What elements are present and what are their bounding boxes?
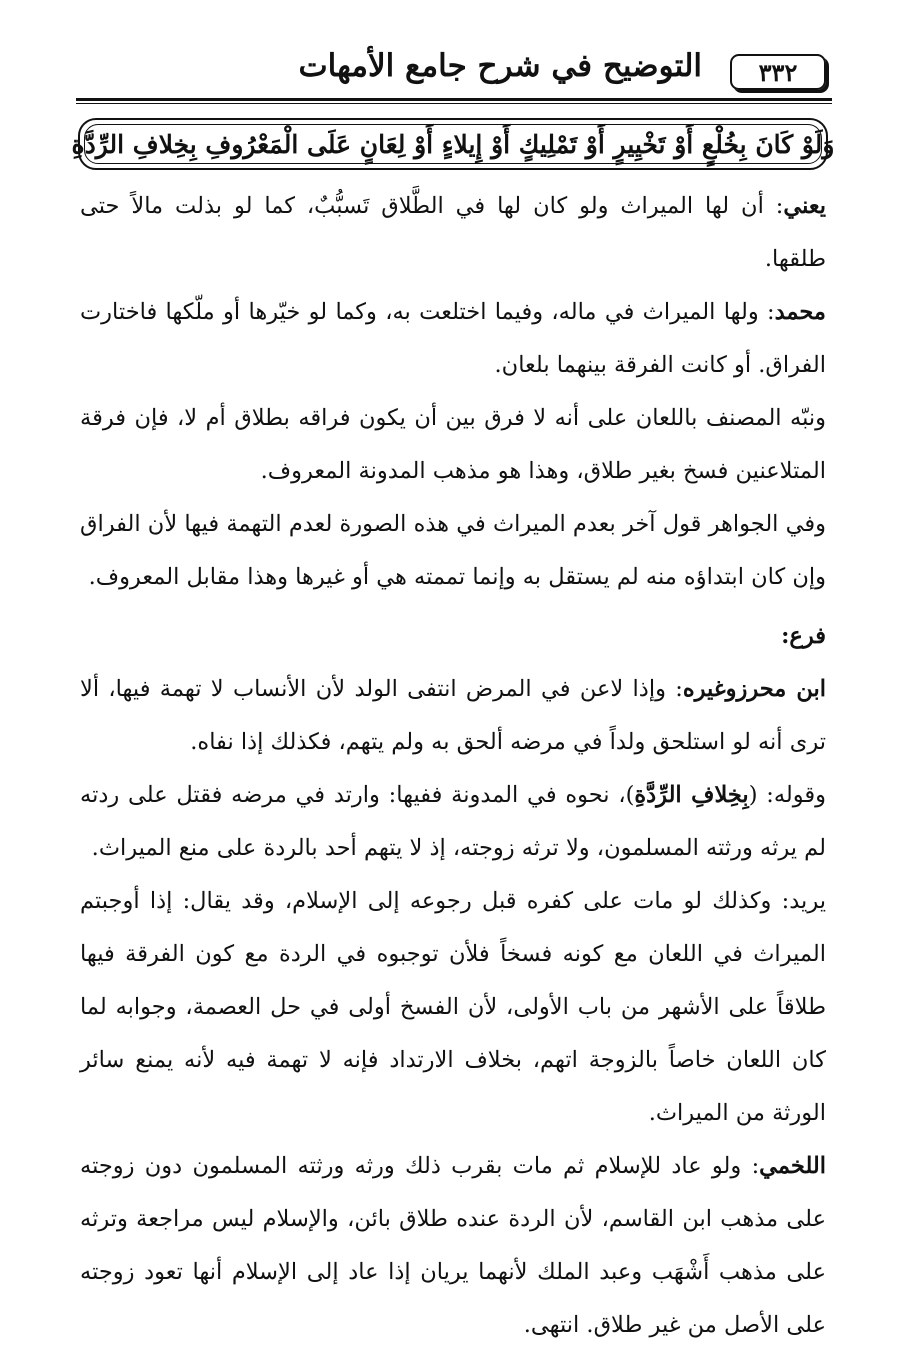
paragraph-text: : وإذا لاعن في المرض انتفى الولد لأن الأنساب لا تهمة فيها، ألا ترى أنه لو استلحق ولداً في مرضه ألحق به ولم يتهم، فكذلك إذا نفاه. bbox=[80, 676, 826, 755]
paragraph bbox=[80, 1140, 826, 1352]
matn-verse-box bbox=[71, 118, 835, 170]
quote-before: وقوله: ( bbox=[748, 782, 826, 808]
quoted-phrase: بِخِلافِ الرِّدَّةِ bbox=[634, 782, 749, 808]
running-title: التوضيح في شرح جامع الأمهات bbox=[298, 48, 702, 84]
header-rule bbox=[76, 98, 832, 101]
paragraph bbox=[80, 498, 826, 604]
paragraph bbox=[80, 875, 826, 1140]
page-number: ٣٣٢ bbox=[730, 54, 826, 90]
paragraph-text: : ولو عاد للإسلام ثم مات بقرب ذلك ورثه ورثته المسلمون دون زوجته على مذهب ابن القاسم، لأن الردة عنده طلاق بائن، والإسلام ليس مراجعة وترثه على مذهب أَشْهَب وعبد الملك لأنهما يريان إذا عاد إلى الإسلام أنها تعود زوجته على الأصل من غير طلاق. انتهى. bbox=[80, 1153, 826, 1338]
paragraph-text: : ولها الميراث في ماله، وفيما اختلعت به، وكما لو خيّرها أو ملّكها فاختارت الفراق. أو كانت الفرقة بينهما بلعان. bbox=[80, 299, 826, 378]
header-rule-thin bbox=[76, 103, 832, 104]
paragraph-lead: يعني bbox=[783, 193, 826, 219]
paragraph bbox=[80, 180, 826, 286]
matn-verse-text: وَلَوْ كَانَ بِخُلْعٍ أَوْ تَخْيِيرٍ أَوْ تَمْلِيكٍ أَوْ إِيلاءٍ أَوْ لِعَانٍ عَلَى الْمَعْرُوفِ بِخِلافِ الرِّدَّةِ bbox=[71, 129, 835, 159]
paragraph-text: وفي الجواهر قول آخر بعدم الميراث في هذه الصورة لعدم التهمة فيها لأن الفراق وإن كان ابتداؤه منه لم يستقل به وإنما تممته هي أو غيرها وهذا مقابل المعروف. bbox=[80, 511, 826, 590]
paragraph-lead: محمد bbox=[774, 299, 826, 325]
paragraph bbox=[80, 286, 826, 392]
paragraph bbox=[80, 663, 826, 769]
paragraph bbox=[80, 392, 826, 498]
paragraph-text: : أن لها الميراث ولو كان لها في الطَّلاق تَسبُّبٌ، كما لو بذلت مالاً حتى طلقها. bbox=[80, 193, 826, 272]
paragraph-lead: اللخمي bbox=[759, 1153, 826, 1179]
paragraph-text: ونبّه المصنف باللعان على أنه لا فرق بين أن يكون فراقه بطلاق أم لا، فإن فرقة المتلاعنين فسخ بغير طلاق، وهذا هو مذهب المدونة المعروف. bbox=[80, 405, 826, 484]
section-heading: فرع: bbox=[781, 623, 826, 649]
quote-after: )، نحوه في المدونة ففيها: وارتد في مرضه فقتل على ردته لم يرثه ورثته المسلمون، ولا ترثه زوجته، إذ لا يتهم أحد بالردة على منع الميراث. bbox=[80, 782, 826, 861]
page-header bbox=[76, 40, 832, 102]
paragraph bbox=[80, 769, 826, 875]
paragraph-text: يريد: وكذلك لو مات على كفره قبل رجوعه إلى الإسلام، وقد يقال: إذا أوجبتم الميراث في اللعان مع كونه فسخاً فلأن توجبوه في الردة مع كون الفرقة فيها طلاقاً على الأشهر من باب الأولى، لأن الفسخ أولى في حل العصمة، وجوابه لما كان اللعان خاصاً بالزوجة اتهم، بخلاف الارتداد فإنه لا تهمة فيه لأنه يمنع سائر الورثة من الميراث. bbox=[80, 888, 826, 1126]
commentary-body bbox=[80, 180, 826, 1352]
paragraph-lead: ابن محرزوغيره bbox=[682, 676, 826, 702]
